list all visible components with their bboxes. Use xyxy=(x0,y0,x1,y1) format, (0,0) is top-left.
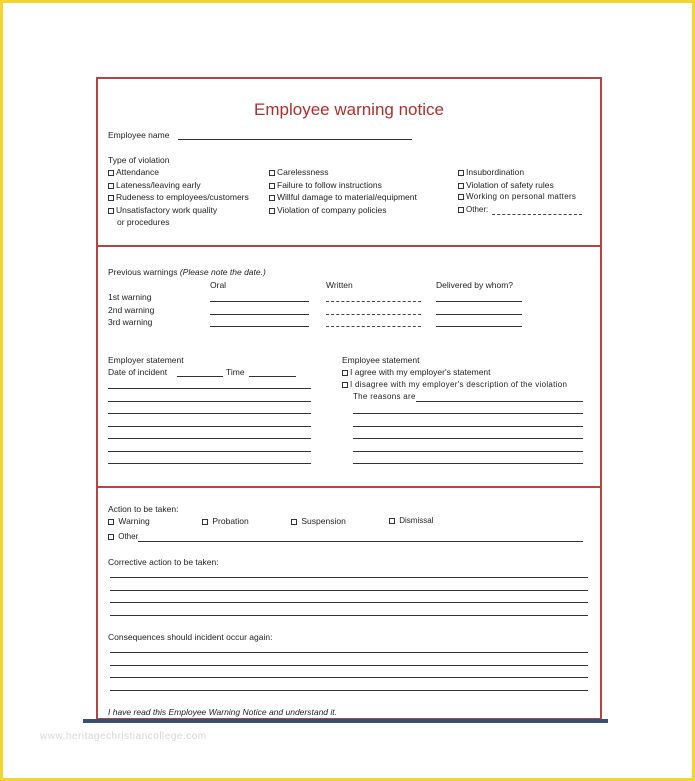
written-field-3[interactable] xyxy=(326,326,421,327)
date-of-incident-label: Date of incident xyxy=(108,367,168,377)
employee-statement-line[interactable] xyxy=(353,451,583,452)
corrective-line[interactable] xyxy=(110,615,588,616)
checkbox-icon xyxy=(389,518,395,524)
employee-name-field[interactable] xyxy=(178,139,412,140)
corrective-line[interactable] xyxy=(110,590,588,591)
acknowledgement-text: I have read this Employee Warning Notice and understand it. xyxy=(108,707,338,717)
action-suspension[interactable]: Suspension xyxy=(291,516,346,526)
action-probation[interactable]: Probation xyxy=(202,516,249,526)
violation-carelessness[interactable]: Carelessness xyxy=(269,167,329,177)
action-dismissal[interactable]: Dismissal xyxy=(389,516,433,526)
checkbox-icon xyxy=(342,382,348,388)
violation-personal-matters[interactable]: Working on personal matters xyxy=(458,192,576,202)
violation-failure-instructions[interactable]: Failure to follow instructions xyxy=(269,180,382,190)
reasons-label: The reasons are xyxy=(353,392,416,401)
delivered-field-1[interactable] xyxy=(436,301,522,302)
checkbox-icon xyxy=(269,195,275,201)
employee-statement-line[interactable] xyxy=(353,438,583,439)
agree-option[interactable]: I agree with my employer's statement xyxy=(342,367,491,377)
warning-notice-form xyxy=(96,77,602,720)
violation-company-policies[interactable]: Violation of company policies xyxy=(269,205,386,215)
time-label: Time xyxy=(226,367,245,377)
checkbox-icon xyxy=(269,170,275,176)
checkbox-icon xyxy=(458,170,464,176)
employee-statement-heading: Employee statement xyxy=(342,355,420,365)
employer-statement-line[interactable] xyxy=(108,463,311,464)
warnings-col-written: Written xyxy=(326,280,353,290)
section-divider xyxy=(96,245,602,247)
warnings-col-delivered: Delivered by whom? xyxy=(436,280,514,290)
employer-statement-line[interactable] xyxy=(108,388,311,389)
reasons-field[interactable] xyxy=(416,401,583,402)
warning-row-1: 1st warning xyxy=(108,292,152,302)
checkbox-icon xyxy=(108,183,114,189)
consequences-line[interactable] xyxy=(110,652,588,653)
consequences-label: Consequences should incident occur again: xyxy=(108,632,273,642)
consequences-line[interactable] xyxy=(110,690,588,691)
checkbox-icon xyxy=(458,183,464,189)
warnings-col-oral: Oral xyxy=(210,280,227,290)
employer-statement-line[interactable] xyxy=(108,401,311,402)
action-warning[interactable]: Warning xyxy=(108,516,150,526)
violation-willful-damage[interactable]: Willful damage to material/equipment xyxy=(269,192,417,202)
checkbox-icon xyxy=(291,519,297,525)
oral-field-1[interactable] xyxy=(210,301,309,302)
written-field-2[interactable] xyxy=(326,314,421,315)
checkbox-icon xyxy=(108,170,114,176)
violation-attendance[interactable]: Attendance xyxy=(108,167,159,177)
oral-field-3[interactable] xyxy=(210,326,309,327)
action-heading: Action to be taken: xyxy=(108,504,179,514)
oral-field-2[interactable] xyxy=(210,314,309,315)
employer-statement-line[interactable] xyxy=(108,438,311,439)
checkbox-icon xyxy=(269,183,275,189)
employee-statement-line[interactable] xyxy=(353,413,583,414)
form-title: Employee warning notice xyxy=(254,100,444,119)
checkbox-icon xyxy=(269,208,275,214)
checkbox-icon xyxy=(202,519,208,525)
employer-statement-heading: Employer statement xyxy=(108,355,184,365)
violation-work-quality[interactable]: Unsatisfactory work quality xyxy=(108,205,217,215)
disagree-option[interactable]: I disagree with my employer's description of the violation xyxy=(342,380,567,390)
watermark: www.heritagechristiancollege.com xyxy=(40,731,207,742)
checkbox-icon xyxy=(458,194,464,200)
violation-insubordination[interactable]: Insubordination xyxy=(458,167,524,177)
violation-safety-rules[interactable]: Violation of safety rules xyxy=(458,180,554,190)
corrective-label: Corrective action to be taken: xyxy=(108,557,219,567)
checkbox-icon xyxy=(108,208,114,214)
employee-statement-line[interactable] xyxy=(353,426,583,427)
checkbox-icon xyxy=(108,195,114,201)
warnings-heading: Previous warnings (Please note the date.) xyxy=(108,267,266,277)
footer-bar xyxy=(83,719,608,723)
time-field[interactable] xyxy=(249,376,296,377)
action-other-field[interactable] xyxy=(138,541,583,542)
employee-name-label: Employee name xyxy=(108,130,170,140)
checkbox-icon xyxy=(108,519,114,525)
section-divider xyxy=(96,486,602,488)
violation-work-quality-cont: or procedures xyxy=(117,217,170,227)
corrective-line[interactable] xyxy=(110,602,588,603)
employer-statement-line[interactable] xyxy=(108,413,311,414)
consequences-line[interactable] xyxy=(110,665,588,666)
action-other[interactable]: Other xyxy=(108,532,138,542)
delivered-field-2[interactable] xyxy=(436,314,522,315)
delivered-field-3[interactable] xyxy=(436,326,522,327)
employer-statement-line[interactable] xyxy=(108,426,311,427)
checkbox-icon xyxy=(108,534,114,540)
violation-heading: Type of violation xyxy=(108,155,170,165)
checkbox-icon xyxy=(458,207,464,213)
violation-other[interactable]: Other: xyxy=(458,205,488,215)
employee-statement-line[interactable] xyxy=(353,463,583,464)
checkbox-icon xyxy=(342,370,348,376)
written-field-1[interactable] xyxy=(326,301,421,302)
violation-other-field[interactable] xyxy=(492,214,582,215)
corrective-line[interactable] xyxy=(110,577,588,578)
consequences-line[interactable] xyxy=(110,677,588,678)
employer-statement-line[interactable] xyxy=(108,451,311,452)
violation-lateness[interactable]: Lateness/leaving early xyxy=(108,180,201,190)
date-of-incident-field[interactable] xyxy=(177,376,223,377)
violation-rudeness[interactable]: Rudeness to employees/customers xyxy=(108,192,249,202)
warning-row-2: 2nd warning xyxy=(108,305,155,315)
warning-row-3: 3rd warning xyxy=(108,317,153,327)
